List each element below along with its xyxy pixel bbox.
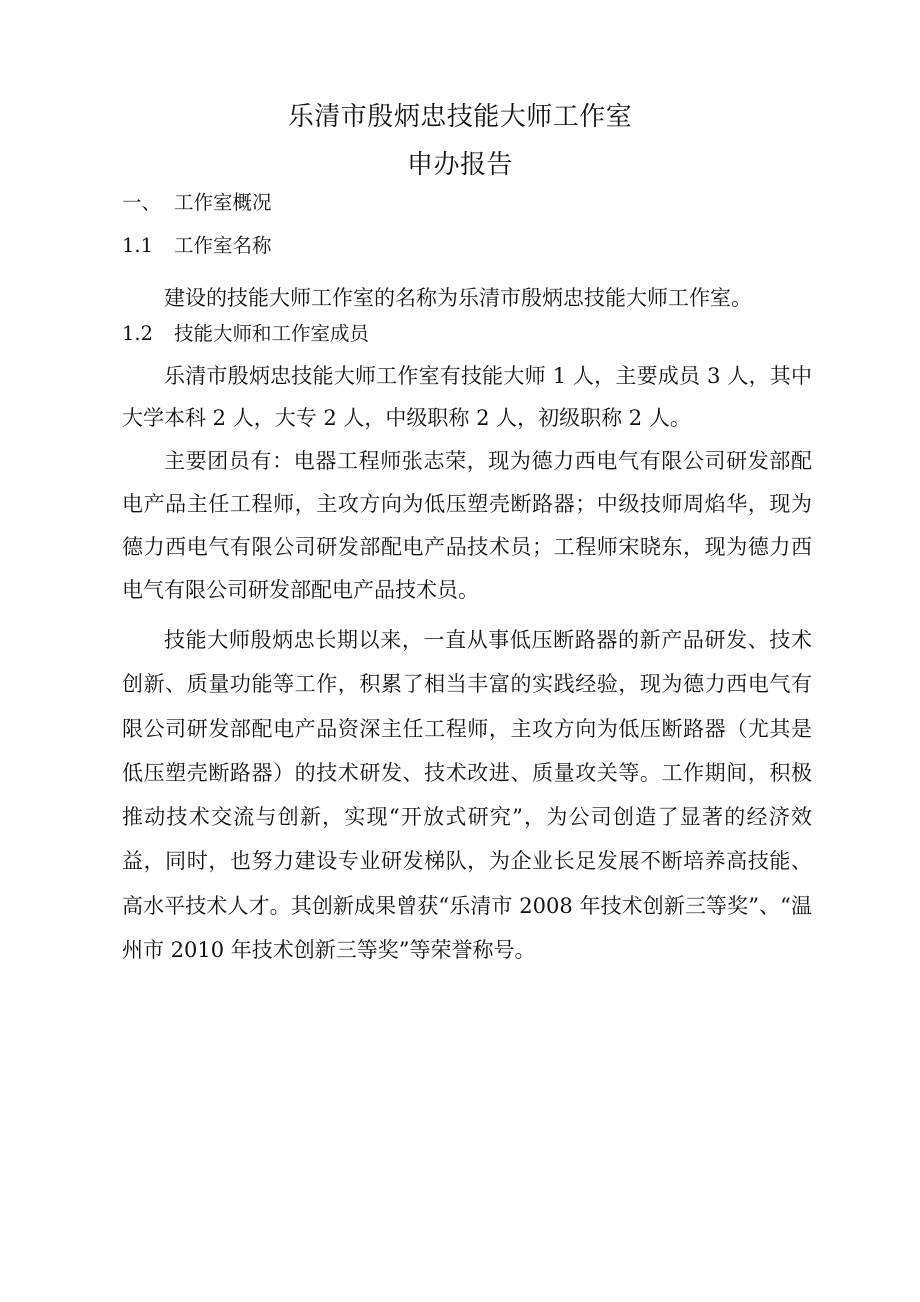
paragraph-members: 乐清市殷炳忠技能大师工作室有技能大师 1 人，主要成员 3 人，其中大学本科 2 人，大专 2 人，中级职称 2 人，初级职称 2 人。 — [122, 364, 812, 430]
section-heading-1 — [122, 187, 272, 215]
document-subtitle: 申办报告 — [406, 150, 513, 180]
section-heading-1-2 — [122, 318, 369, 346]
section-label: 工作室概况 — [174, 191, 272, 214]
section-heading-1-1 — [122, 230, 272, 258]
section-label: 技能大师和工作室成员 — [174, 322, 370, 345]
section-label: 工作室名称 — [174, 234, 272, 257]
document-title: 乐清市殷炳忠技能大师工作室 — [287, 102, 633, 132]
paragraph-team: 主要团员有：电器工程师张志荣，现为德力西电气有限公司研发部配电产品主任工程师，主攻方向为低压塑壳断路器；中级技师周焰华，现为德力西电气有限公司研发部配电产品技术员；工程师宋晓东，现为德力西电气有限公司研发部配电产品技术员。 — [122, 449, 812, 602]
section-number: 1.2 — [122, 322, 154, 345]
paragraph-studio-name: 建设的技能大师工作室的名称为乐清市殷炳忠技能大师工作室。 — [164, 286, 752, 310]
section-number: 1.1 — [122, 234, 154, 257]
paragraph-master: 技能大师殷炳忠长期以来，一直从事低压断路器的新产品研发、技术创新、质量功能等工作，积累了相当丰富的实践经验，现为德力西电气有限公司研发部配电产品资深主任工程师，主攻方向为低压断路器（尤其是低压塑壳断路器）的技术研发、技术改进、质量攻关等。工作期间，积极推动技术交流与创新，实现“开放式研究”，为公司创造了显著的经济效益，同时，也努力建设专业研发梯队，为企业长足发展不断培养高技能、高水平技术人才。其创新成果曾获“乐清市 2008 年技术创新三等奖”、“温州市 2010 年技术创新三等奖”等荣誉称号。 — [122, 628, 812, 963]
section-number: 一、 — [122, 191, 162, 214]
